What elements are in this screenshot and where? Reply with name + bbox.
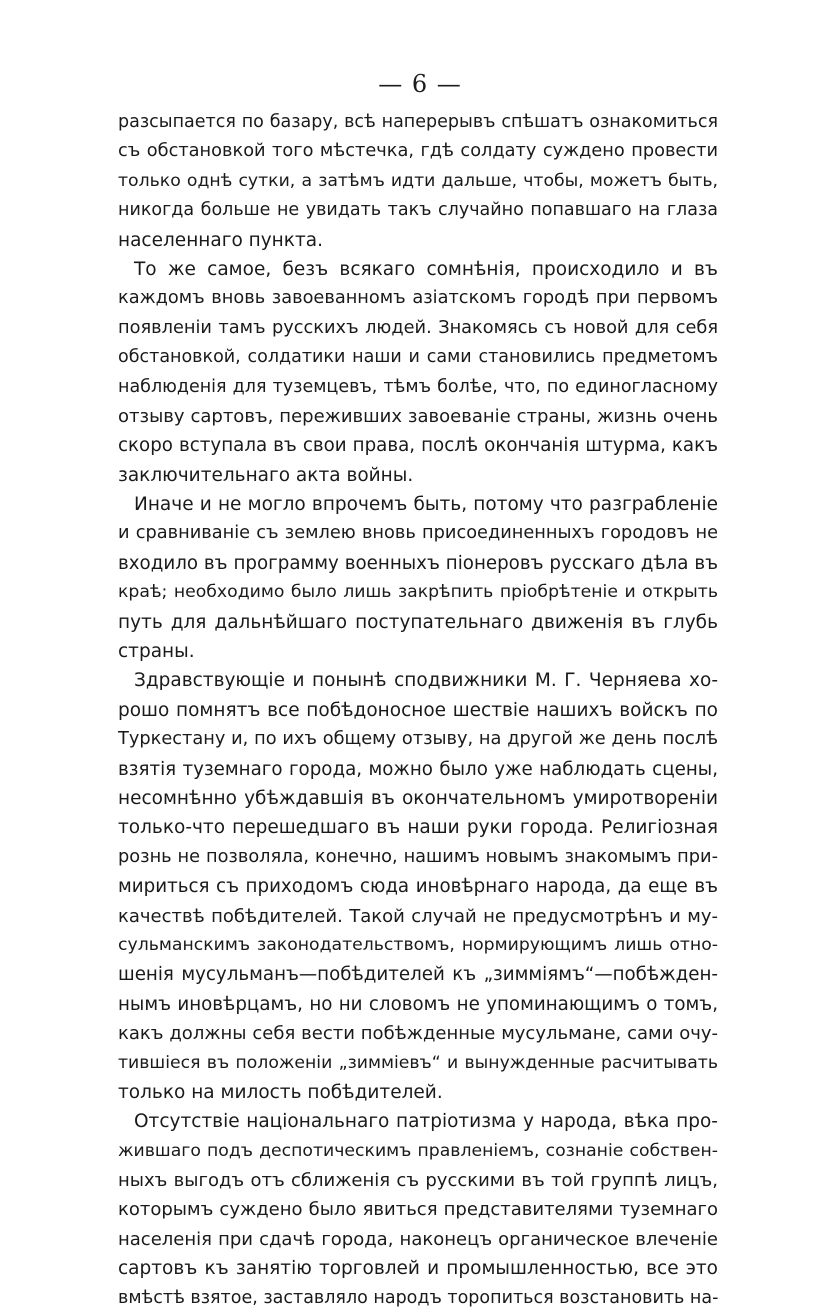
text-body	[118, 108, 718, 1313]
text-line: каждомъ вновь завоеванномъ азіатскомъ городѣ при первомъ	[118, 288, 718, 309]
text-line: вмѣстѣ взятое, заставляло народъ торопиться возстановить на-	[118, 1287, 719, 1308]
text-line: никогда больше не увидать такъ случайно попавшаго на глаза	[118, 200, 718, 221]
text-line: какъ должны себя вести побѣжденные мусульмане, сами очу-	[118, 1023, 718, 1045]
text-line: взятія туземнаго города, можно было уже наблюдать сцены,	[118, 758, 718, 780]
text-line: жившаго подъ деспотическимъ правленіемъ, сознаніе собствен-	[118, 1140, 718, 1161]
text-line: нымъ иновѣрцамъ, но ни словомъ не упоминающимъ о томъ,	[118, 993, 718, 1015]
paragraph	[118, 1107, 718, 1313]
text-line: только на милость побѣдителей.	[118, 1081, 443, 1103]
text-line: сартовъ къ занятію торговлей и промышленностью, все это	[118, 1258, 718, 1280]
text-line: То же самое, безъ всякаго сомнѣнія, происходило и въ	[134, 258, 718, 280]
paragraph	[118, 666, 718, 1107]
text-line: появленіи тамъ русскихъ людей. Знакомясь съ новой для себя	[118, 317, 718, 338]
text-line: сульманскимъ законодательствомъ, нормирующимъ лишь отно-	[118, 934, 718, 955]
text-line: Отсутствіе національнаго патріотизма у народа, вѣка про-	[134, 1111, 718, 1133]
text-line: и сравниваніе съ землею вновь присоединенныхъ городовъ не	[118, 523, 718, 544]
text-line: которымъ суждено было явиться представителями туземнаго	[118, 1199, 718, 1221]
page-number: — 6 —	[378, 70, 462, 98]
text-line: рошо помнятъ все побѣдоносное шествіе нашихъ войскъ по	[118, 699, 718, 721]
text-line: населеннаго пункта.	[118, 229, 323, 251]
text-line: качествѣ побѣдителей. Такой случай не предусмотрѣнъ и му-	[118, 905, 718, 927]
text-line: мириться съ приходомъ сюда иновѣрнаго народа, да еще въ	[118, 876, 718, 898]
text-line: рознь не позволяла, конечно, нашимъ новымъ знакомымъ при-	[118, 846, 718, 867]
text-line: страны.	[118, 641, 195, 663]
text-line: наблюденія для туземцевъ, тѣмъ болѣе, что, по единогласному	[118, 376, 718, 397]
text-line: несомнѣнно убѣждавшія въ окончательномъ умиротвореніи	[118, 787, 718, 809]
text-line: населенія при сдачѣ города, наконецъ органическое влеченіе	[118, 1228, 718, 1250]
text-line: заключительнаго акта войны.	[118, 464, 414, 486]
text-line: отзыву сартовъ, переживших завоеваніе страны, жизнь очень	[118, 405, 718, 427]
text-line: Здравствующіе и понынѣ сподвижники М. Г. Черняева хо-	[134, 670, 718, 692]
text-line: краѣ; необходимо было лишь закрѣпить пріобрѣтеніе и открыть	[118, 582, 718, 603]
text-line: входило въ программу военныхъ піонеровъ русскаго дѣла въ	[118, 552, 718, 574]
text-line: только однѣ сутки, а затѣмъ идти дальше, чтобы, можетъ быть,	[118, 170, 718, 191]
text-line: только-что перешедшаго въ наши руки города. Религіозная	[118, 817, 718, 839]
paragraph	[118, 490, 718, 666]
text-line: съ обстановкой того мѣстечка, гдѣ солдату суждено провести	[118, 141, 718, 162]
text-line: обстановкой, солдатики наши и сами становились предметомъ	[118, 347, 718, 368]
paragraph	[118, 108, 718, 255]
text-line: Туркестану и, по ихъ общему отзыву, на другой же день послѣ	[118, 729, 718, 750]
text-line: Иначе и не могло впрочемъ быть, потому что разграбленіе	[134, 494, 718, 516]
text-line: тившіеся въ положеніи „зимміевъ“ и вынужденные расчитывать	[118, 1052, 718, 1073]
text-line: скоро вступала въ свои права, послѣ окончанія штурма, какъ	[118, 435, 718, 457]
text-line: ныхъ выгодъ отъ сближенія съ русскими въ той группѣ лицъ,	[118, 1170, 718, 1192]
text-line: разсыпается по базару, всѣ наперерывъ спѣшатъ ознакомиться	[118, 112, 718, 132]
text-line: шенія мусульманъ—побѣдителей къ „зимміямъ“—побѣжден-	[118, 964, 718, 986]
text-line: путь для дальнѣйшаго поступательнаго движенія въ глубь	[118, 611, 718, 633]
paragraph	[118, 255, 718, 490]
